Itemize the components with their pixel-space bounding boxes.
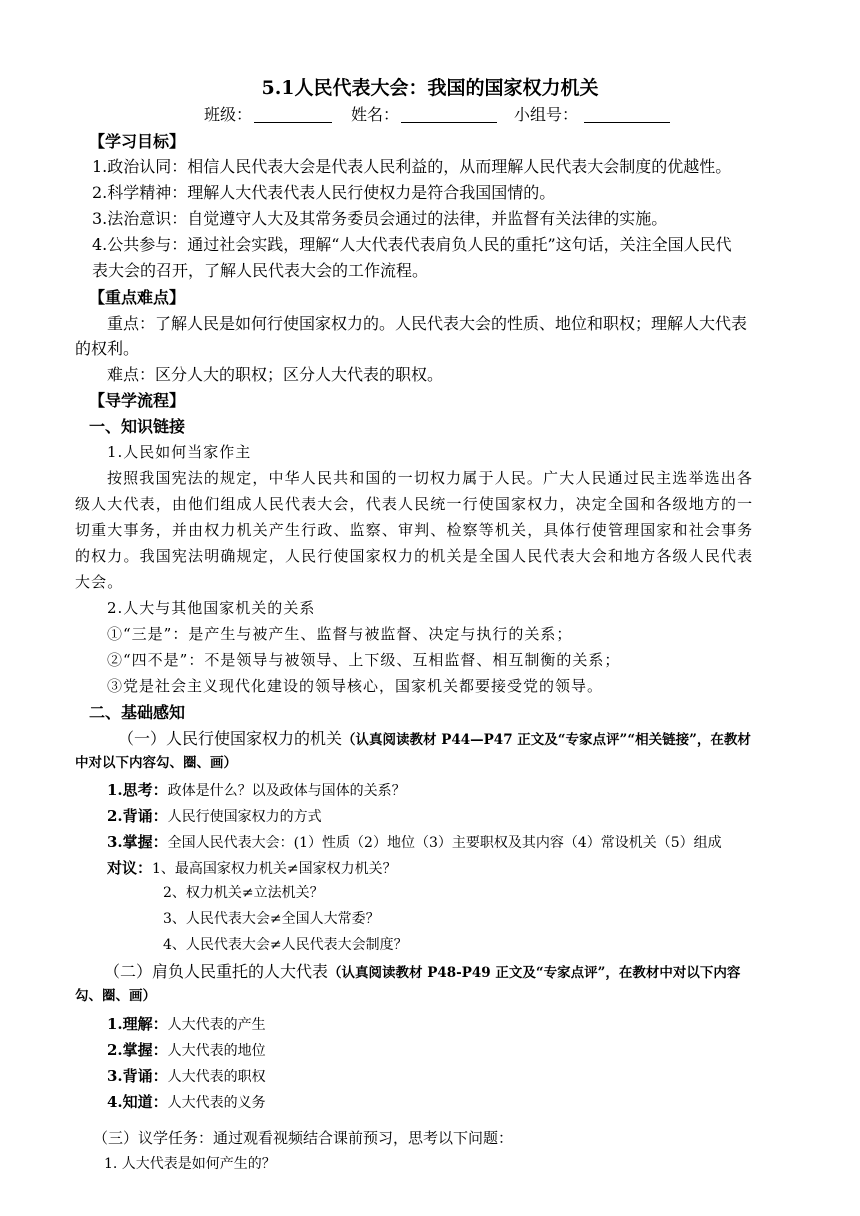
- task-text: 人大代表的产生: [167, 1017, 266, 1033]
- task-text: 人大代表的义务: [167, 1095, 266, 1111]
- discuss-item: 1、最高国家权力机关≠国家权力机关？: [152, 861, 397, 877]
- task-item: [107, 782, 406, 798]
- task-label: 1.理解：: [107, 1015, 168, 1033]
- group-blank[interactable]: [584, 108, 670, 123]
- paragraph-line: 的权力。我国宪法明确规定，人民行使国家权力的机关是全国人民代表大会和地方各级人民代表: [75, 547, 754, 565]
- subsection-title: 2.人大与其他国家机关的关系: [107, 599, 316, 617]
- task-item: [107, 834, 722, 850]
- discuss-item: 2、权力机关≠立法机关？: [163, 885, 324, 901]
- question-item: 1. 人大代表是如何产生的？: [104, 1156, 276, 1172]
- objective-item: 2.科学精神：理解人大代表代表人民行使权力是符合我国国情的。: [92, 183, 556, 202]
- subsection-title: 1.人民如何当家作主: [107, 443, 252, 461]
- task-text: 全国人民代表大会：(1）性质（2）地位（3）主要职权及其内容（4）常设机关（5）组成: [167, 835, 722, 851]
- group-label: 小组号：: [514, 105, 579, 124]
- section-title: 一、知识链接: [89, 417, 186, 436]
- objective-item-continued: 表大会的召开，了解人民代表大会的工作流程。: [92, 261, 429, 280]
- relation-item: ②“四不是”：不是领导与被领导、上下级、互相监督、相互制衡的关系；: [107, 651, 621, 669]
- part-heading: （三）议学任务：通过观看视频结合课前预习，思考以下问题：: [93, 1129, 514, 1147]
- task-text: 人大代表的地位: [167, 1043, 266, 1059]
- key-points-header: 【重点难点】: [89, 288, 186, 307]
- key-point-line: 重点：了解人民是如何行使国家权力的。人民代表大会的性质、地位和职权；理解人大代表: [107, 314, 748, 333]
- task-item: [107, 1068, 266, 1084]
- page-title: 5.1人民代表大会：我国的国家权力机关: [261, 77, 599, 99]
- difficult-point: 难点：区分人大的职权；区分人大代表的职权。: [107, 365, 444, 384]
- paragraph-line: 按照我国宪法的规定，中华人民共和国的一切权力属于人民。广大人民通过民主选举选出各: [107, 469, 754, 487]
- part-note-continued: 中对以下内容勾、圈、画）: [75, 755, 237, 771]
- objective-item: 1.政治认同：相信人民代表大会是代表人民利益的，从而理解人民代表大会制度的优越性。: [92, 157, 732, 176]
- objective-item: 3.法治意识：自觉遵守人大及其常务委员会通过的法律，并监督有关法律的实施。: [92, 209, 668, 228]
- part-note-continued: 勾、圈、画）: [75, 988, 156, 1004]
- key-point-line: 的权利。: [75, 339, 140, 358]
- task-label: 3.背诵：: [107, 1067, 168, 1085]
- discuss-item: 3、人民代表大会≠全国人大常委？: [163, 911, 380, 927]
- task-label: 2.掌握：: [107, 1041, 168, 1059]
- section-title: 二、基础感知: [89, 703, 186, 722]
- task-text: 人大代表的职权: [167, 1069, 266, 1085]
- task-item: [107, 1042, 266, 1058]
- objectives-header: 【学习目标】: [89, 132, 186, 151]
- part-heading: （一）人民行使国家权力的机关: [118, 729, 343, 748]
- task-label: 4.知道：: [107, 1093, 168, 1111]
- task-label: 2.背诵：: [107, 807, 168, 825]
- name-label: 姓名：: [351, 105, 400, 124]
- task-text: 人民行使国家权力的方式: [167, 809, 322, 825]
- relation-item: ③党是社会主义现代化建设的领导核心，国家机关都要接受党的领导。: [107, 677, 604, 695]
- class-label: 班级：: [204, 105, 253, 124]
- discuss-label: 对议：: [107, 859, 153, 877]
- task-label: 1.思考：: [107, 781, 168, 799]
- part-heading-row: [118, 731, 751, 748]
- task-item: [107, 808, 322, 824]
- discuss-item: 4、人民代表大会≠人民代表大会制度？: [163, 937, 408, 953]
- task-item: [107, 1016, 266, 1032]
- discuss-row: [107, 860, 397, 876]
- objective-item: 4.公共参与：通过社会实践，理解“人大代表代表肩负人民的重托”这句话，关注全国人民代: [92, 235, 732, 254]
- part-note: （认真阅读教材 P44—P47 正文及“专家点评”“相关链接”，在教材: [342, 732, 751, 748]
- paragraph-line: 级人大代表，由他们组成人民代表大会，代表人民统一行使国家权力，决定全国和各级地方的一: [75, 495, 754, 513]
- task-label: 3.掌握：: [107, 833, 168, 851]
- part-note: （认真阅读教材 P48-P49 正文及“专家点评”，在教材中对以下内容: [328, 965, 741, 981]
- task-text: 政体是什么？以及政体与国体的关系？: [167, 783, 406, 799]
- name-blank[interactable]: [401, 108, 497, 123]
- part-heading: （二）肩负人民重托的人大代表: [104, 962, 329, 981]
- class-blank[interactable]: [254, 108, 332, 123]
- paragraph-line: 大会。: [75, 573, 124, 591]
- part-heading-row: [104, 964, 740, 981]
- paragraph-line: 切重大事务，并由权力机关产生行政、监察、审判、检察等机关，具体行使管理国家和社会事务: [75, 521, 754, 539]
- guide-header: 【导学流程】: [89, 391, 186, 410]
- relation-item: ①“三是”：是产生与被产生、监督与被监督、决定与执行的关系；: [107, 625, 573, 643]
- task-item: [107, 1094, 266, 1110]
